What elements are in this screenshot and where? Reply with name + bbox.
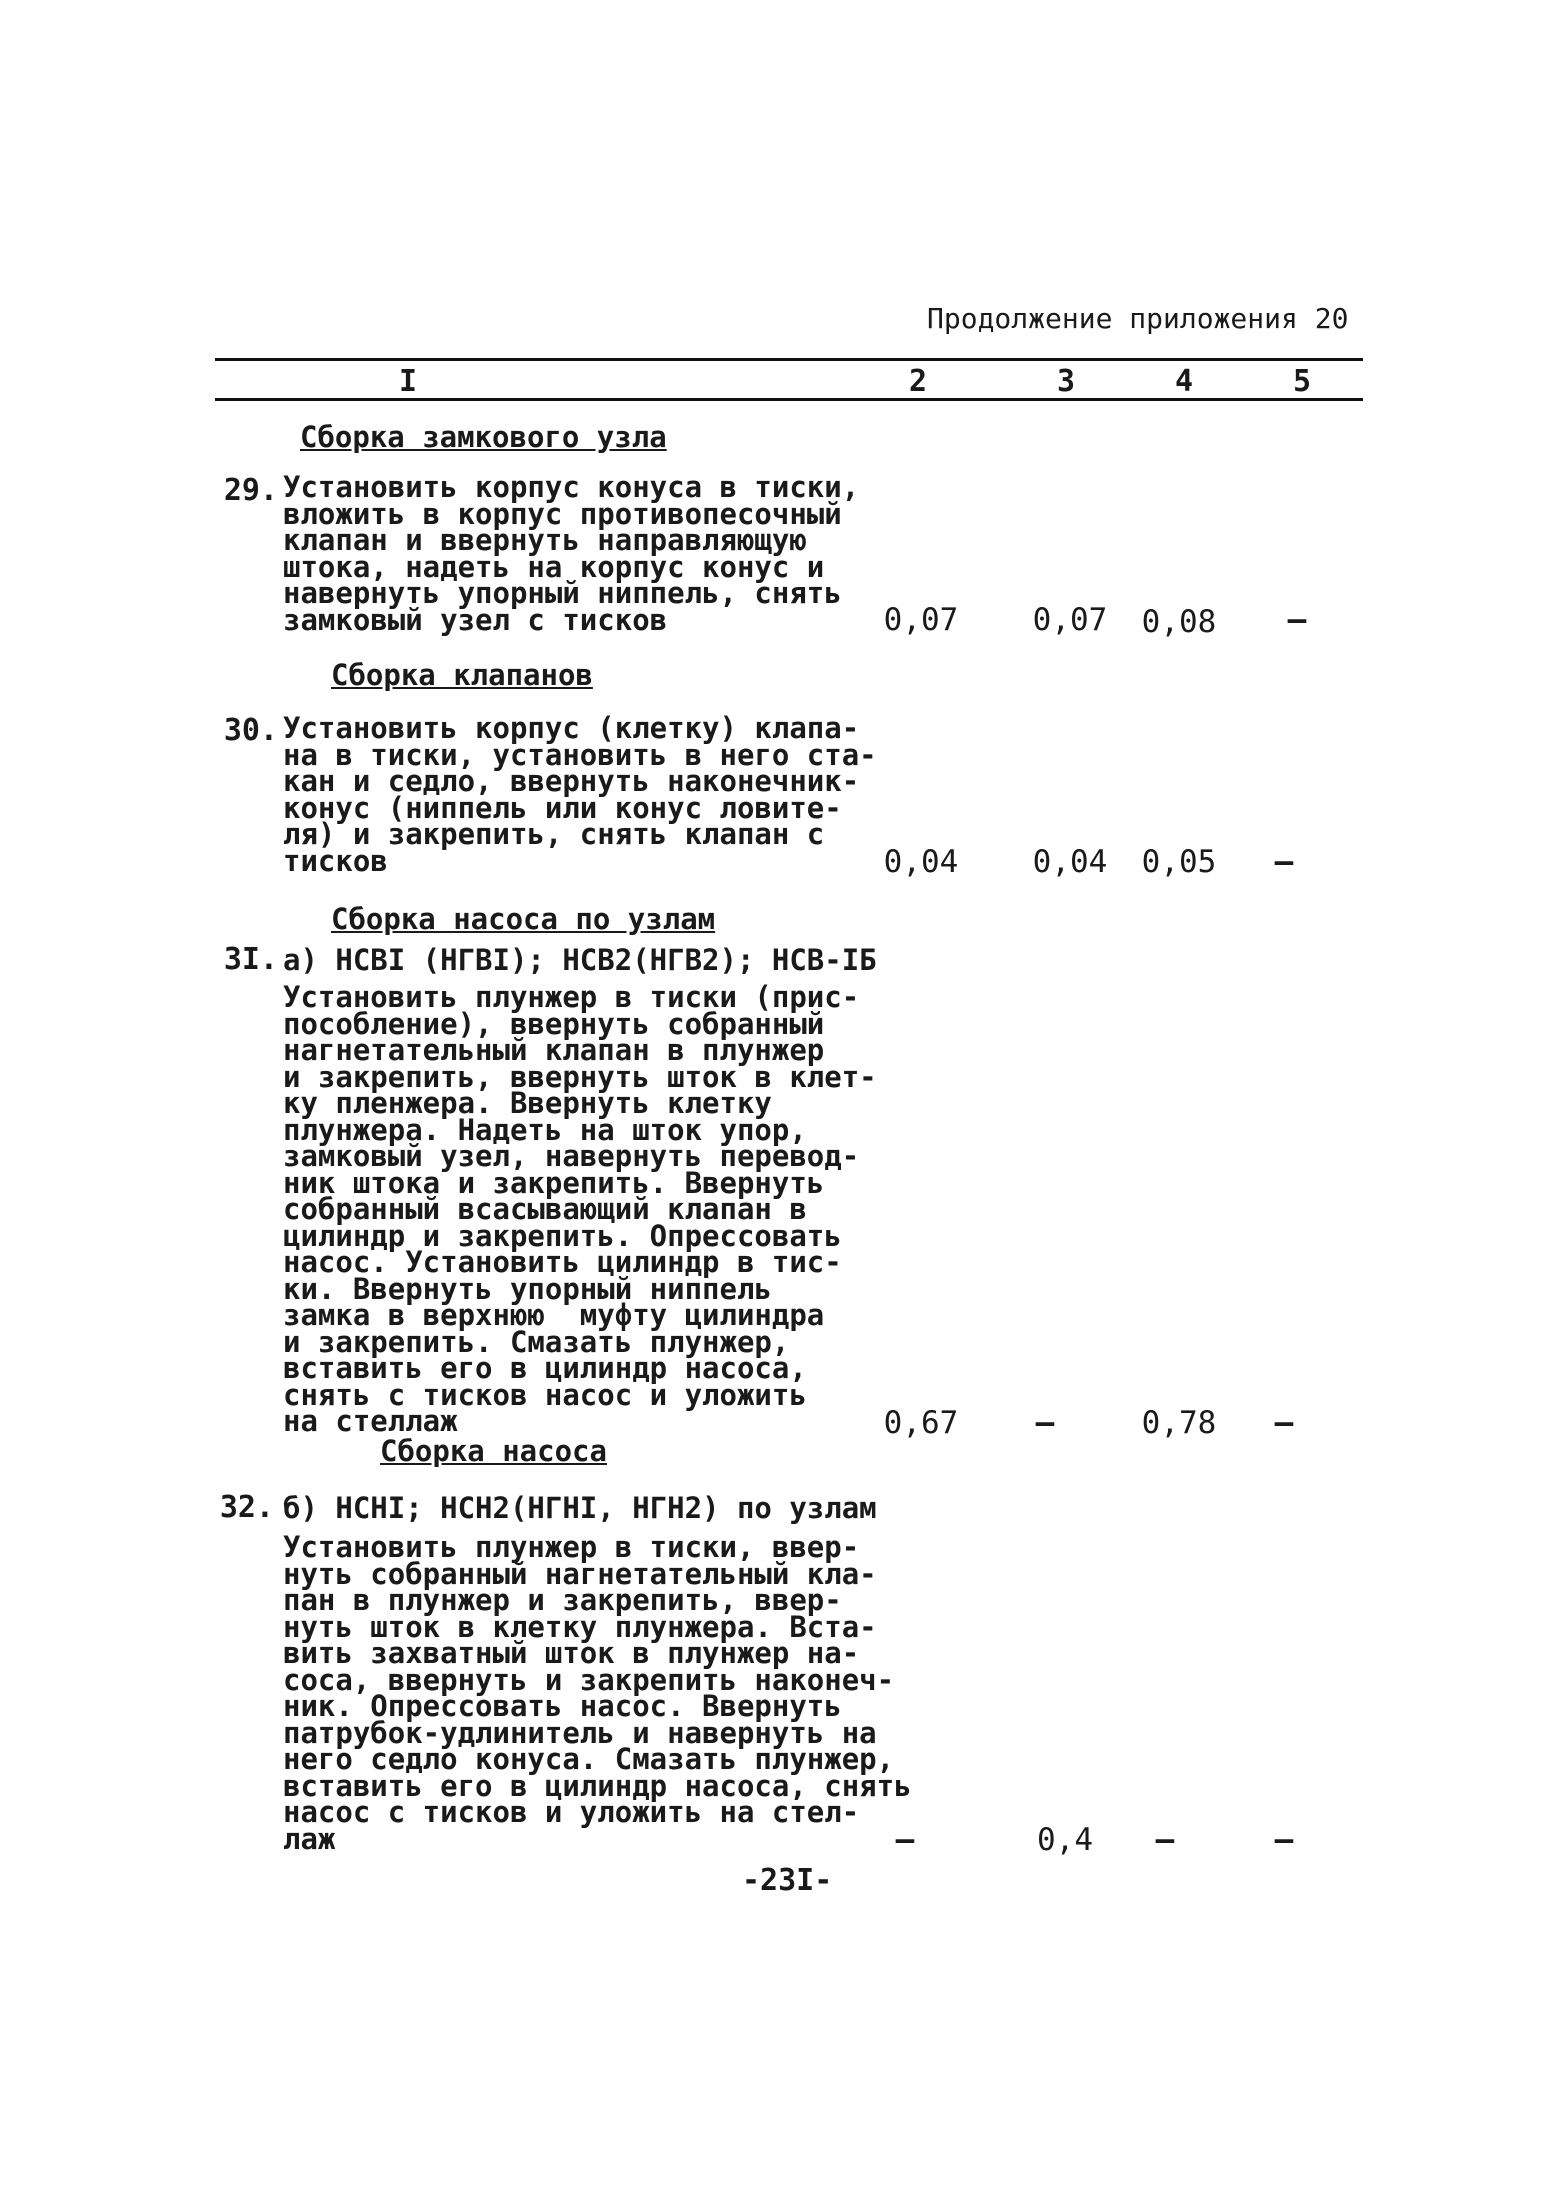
row-29-col5: – <box>1287 602 1307 638</box>
row-30-number: 30. <box>223 713 278 748</box>
column-header-4: 4 <box>1174 364 1194 399</box>
page-number: -23I- <box>742 1863 833 1898</box>
table-header-rule <box>215 398 1363 401</box>
row-29-col3: 0,07 <box>1032 602 1108 638</box>
row-30-col2: 0,04 <box>883 844 959 880</box>
row-31-text: Установить плунжер в тиски (прис- пособление), ввернуть собранный нагнетательный клапан в плунжер и закрепить, ввернуть шток в клет- ку пленжера. Ввернуть клетку плунжера. Надеть на шток упор, замковый узел, навернуть перевод- ник штока и закрепить. Ввернуть собранный всасывающий клапан в цилиндр и закрепить. Опрессовать насос. Установить цилиндр в тис- ки. Ввернуть упорный ниппель замка в верхнюю муфту цилиндра и закрепить. Смазать плунжер, вставить его в цилиндр насоса, снять с тисков насос и уложить на стеллаж <box>283 980 877 1438</box>
row-32-col4: – <box>1155 1822 1175 1858</box>
row-32-text: Установить плунжер в тиски, ввер- нуть собранный нагнетательный кла- пан в плунжер и закрепить, ввер- нуть шток в клетку плунжера. Вста- вить захватный шток в плунжер на- соса, ввернуть и закрепить наконеч- ник. Опрессовать насос. Ввернуть патрубок-удлинитель и навернуть на него седло конуса. Смазать плунжер, вставить его в цилиндр насоса, снять насос с тисков и уложить на стел- лаж <box>283 1530 912 1856</box>
column-header-3: 3 <box>1056 364 1076 399</box>
section-heading-valve-assembly: Сборка клапанов <box>331 658 593 692</box>
row-31-pump-models: а) НСВI (НГВI); НСВ2(НГВ2); НСВ-IБ <box>283 943 877 977</box>
row-30-col3: 0,04 <box>1032 844 1108 880</box>
row-31-col2: 0,67 <box>883 1405 959 1441</box>
row-32-col2: – <box>895 1822 915 1858</box>
row-30-col4: 0,05 <box>1141 844 1217 880</box>
row-31-number: 3I. <box>223 942 278 977</box>
column-header-5: 5 <box>1292 364 1312 399</box>
row-29-number: 29. <box>223 473 278 508</box>
row-31-col4: 0,78 <box>1141 1405 1217 1441</box>
row-32-pump-models: б) НСНI; НСН2(НГНI, НГН2) по узлам <box>283 1491 877 1525</box>
row-32-number: 32. <box>219 1490 274 1525</box>
row-31-col5: – <box>1274 1405 1294 1441</box>
column-header-2: 2 <box>908 364 928 399</box>
row-32-col5: – <box>1274 1822 1294 1858</box>
section-heading-pump-by-units: Сборка насоса по узлам <box>331 902 716 936</box>
table-top-rule <box>215 358 1363 361</box>
continuation-caption: Продолжение приложения 20 <box>927 302 1349 335</box>
row-32-col3: 0,4 <box>1037 1822 1093 1858</box>
row-30-text: Установить корпус (клетку) клапа- на в тиски, установить в него ста- кан и седло, ввернуть наконечник- конус (ниппель или конус ловите- ля) и закрепить, снять клапан с тисков <box>283 711 877 878</box>
section-heading-lock-assembly: Сборка замкового узла <box>300 420 667 454</box>
section-heading-pump-assembly: Сборка насоса <box>380 1434 607 1468</box>
row-29-col2: 0,07 <box>883 602 959 638</box>
row-30-col5: – <box>1274 844 1294 880</box>
row-29-text: Установить корпус конуса в тиски, вложить в корпус противопесочный клапан и ввернуть направляющую штока, надеть на корпус конус и навернуть упорный ниппель, снять замковый узел с тисков <box>283 470 860 637</box>
column-header-1: I <box>398 364 418 399</box>
row-31-col3: – <box>1035 1405 1055 1441</box>
row-29-col4: 0,08 <box>1141 604 1217 640</box>
